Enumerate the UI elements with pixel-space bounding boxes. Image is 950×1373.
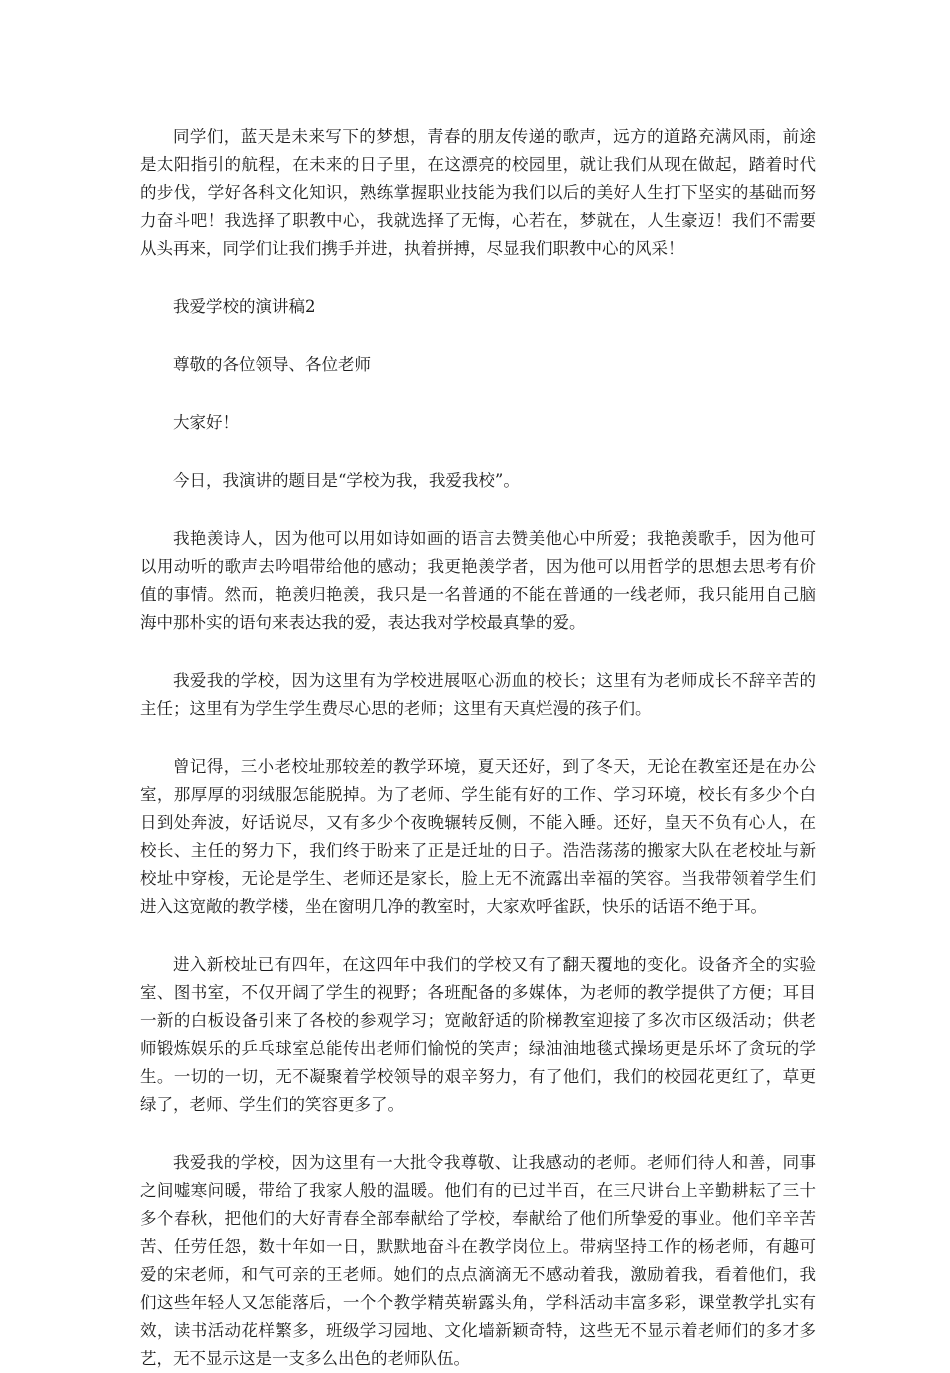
paragraph-closing-remarks: 同学们，蓝天是未来写下的梦想，青春的朋友传递的歌声，远方的道路充满风雨，前途是太阳指引的航程，在未来的日子里，在这漂亮的校园里，就让我们从现在做起，踏着时代的步伐，学好各科文化知识，熟练掌握职业技能为我们以后的美好人生打下坚实的基础而努力奋斗吧！我选择了职教中心，我就选择了无悔，心若在，梦就在，人生豪迈！我们不需要从头再来，同学们让我们携手并进，执着拼搏，尽显我们职教中心的风采！ bbox=[140, 127, 816, 258]
paragraph-admiration: 我艳羡诗人，因为他可以用如诗如画的语言去赞美他心中所爱；我艳羡歌手，因为他可以用动听的歌声去吟唱带给他的感动；我更艳羡学者，因为他可以用哲学的思想去思考有价值的事情。然而，艳羡归艳羡，我只是一名普通的不能在普通的一线老师，我只能用自己脑海中那朴实的语句来表达我的爱，表达我对学校最真挚的爱。 bbox=[140, 529, 816, 632]
paragraph-love-school: 我爱我的学校，因为这里有为学校进展呕心沥血的校长；这里有为老师成长不辞辛苦的主任；这里有为学生学生费尽心思的老师；这里有天真烂漫的孩子们。 bbox=[140, 671, 816, 718]
paragraph-teachers: 我爱我的学校，因为这里有一大批令我尊敬、让我感动的老师。老师们待人和善，同事之间嘘寒问暖，带给了我家人般的温暖。他们有的已过半百，在三尺讲台上辛勤耕耘了三十多个春秋，把他们的大好青春全部奉献给了学校，奉献给了他们所挚爱的事业。他们辛辛苦苦、任劳任怨，数十年如一日，默默地奋斗在教学岗位上。带病坚持工作的杨老师，有趣可爱的宋老师，和气可亲的王老师。她们的点点滴滴无不感动着我，激励着我，看着他们，我们这些年轻人又怎能落后，一个个教学精英崭露头角，学科活动丰富多彩，课堂教学扎实有效，读书活动花样繁多，班级学习园地、文化墙新颖奇特，这些无不显示着老师们的多才多艺，无不显示这是一支多么出色的老师队伍。 bbox=[140, 1153, 816, 1368]
greeting: 大家好！ bbox=[173, 413, 239, 432]
paragraph-old-campus: 曾记得，三小老校址那较差的教学环境，夏天还好，到了冬天，无论在教室还是在办公室，那厚厚的羽绒服怎能脱掉。为了老师、学生能有好的工作、学习环境，校长有多少个白日到处奔波，好话说尽，又有多少个夜晚辗转反侧，不能入睡。还好，皇天不负有心人，在校长、主任的努力下，我们终于盼来了正是迁址的日子。浩浩荡荡的搬家大队在老校址与新校址中穿梭，无论是学生、老师还是家长，脸上无不流露出幸福的笑容。当我带领着学生们进入这宽敞的教学楼，坐在窗明几净的教室时，大家欢呼雀跃，快乐的话语不绝于耳。 bbox=[140, 757, 816, 916]
speech-topic: 今日，我演讲的题目是“学校为我，我爱我校”。 bbox=[173, 471, 520, 490]
section-heading: 我爱学校的演讲稿2 bbox=[173, 297, 316, 316]
paragraph-new-campus: 进入新校址已有四年，在这四年中我们的学校又有了翻天覆地的变化。设备齐全的实验室、图书室，不仅开阔了学生的视野；各班配备的多媒体，为老师的教学提供了方便；耳目一新的白板设备引来了各校的参观学习；宽敞舒适的阶梯教室迎接了多次市区级活动；供老师锻炼娱乐的乒乓球室总能传出老师们愉悦的笑声；绿油油地毯式操场更是乐坏了贪玩的学生。一切的一切，无不凝聚着学校领导的艰辛努力，有了他们，我们的校园花更红了，草更绿了，老师、学生们的笑容更多了。 bbox=[140, 955, 816, 1114]
document-body bbox=[140, 123, 816, 1373]
salutation: 尊敬的各位领导、各位老师 bbox=[173, 355, 371, 374]
